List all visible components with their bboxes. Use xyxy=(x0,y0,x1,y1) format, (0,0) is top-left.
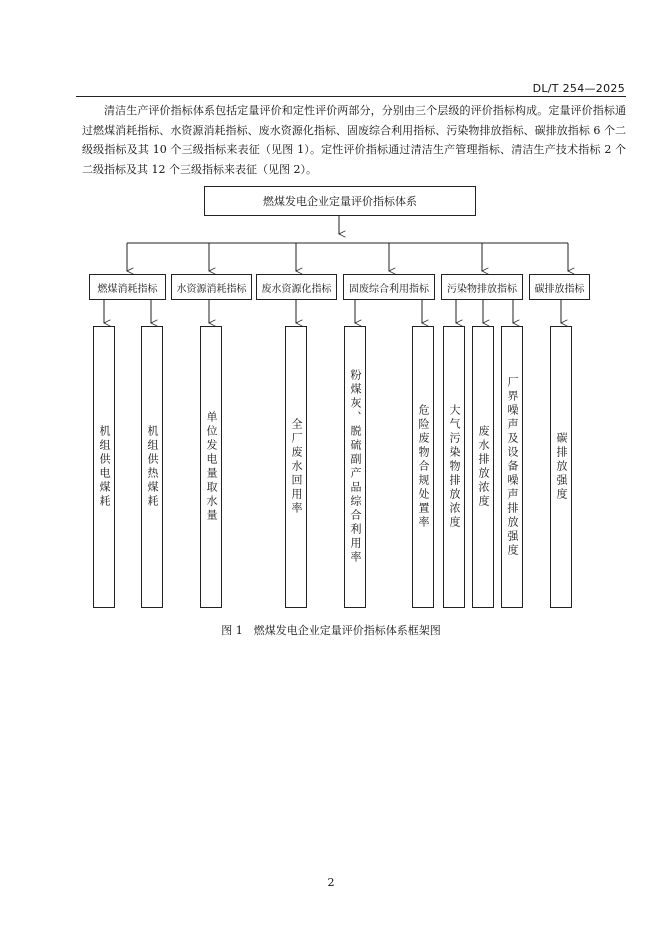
level2-water-consumption: 水资源消耗指标 xyxy=(171,274,252,300)
document-code: DL/T 254—2025 xyxy=(532,82,625,95)
level3-hazardous-waste: 危险废物合规处置率 xyxy=(412,326,434,608)
level2-carbon-emission: 碳排放指标 xyxy=(529,274,590,300)
level3-carbon-intensity: 碳排放强度 xyxy=(550,326,572,608)
level3-wastewater-reuse-rate: 全厂废水回用率 xyxy=(285,326,307,608)
level2-solid-waste: 固废综合利用指标 xyxy=(343,274,435,300)
level2-wastewater-reuse: 废水资源化指标 xyxy=(256,274,337,300)
level3-noise-intensity: 厂界噪声及设备噪声排放强度 xyxy=(501,326,523,608)
level3-heat-supply-coal: 机组供热煤耗 xyxy=(141,326,163,608)
figure-caption: 图 1 燃煤发电企业定量评价指标体系框架图 xyxy=(221,624,441,637)
level3-wastewater-concentration: 废水排放浓度 xyxy=(472,326,494,608)
level2-coal-consumption: 燃煤消耗指标 xyxy=(89,274,166,300)
level3-power-supply-coal: 机组供电煤耗 xyxy=(93,326,115,608)
level3-fly-ash-utilization: 粉煤灰、脱硫副产品综合利用率 xyxy=(344,326,366,608)
page-number: 2 xyxy=(327,876,335,889)
intro-paragraph: 清洁生产评价指标体系包括定量评价和定性评价两部分，分别由三个层级的评价指标构成。定量评价指标通过燃煤消耗指标、水资源消耗指标、废水资源化指标、固废综合利用指标、污染物排放指标、碳排放指标 6 个二级级指标及其 10 个三级指标来表征（见图 1）。定性评价指标通过清洁生产管理指标、清洁生产技术指标 2 个二级指标及其 12 个三级指标来表征（见图 2）。 xyxy=(82,104,626,176)
level2-pollutant-emission: 污染物排放指标 xyxy=(441,274,523,300)
level3-water-per-generation: 单位发电量取水量 xyxy=(200,326,222,608)
root-indicator-box: 燃煤发电企业定量评价指标体系 xyxy=(204,186,476,216)
level3-air-pollutant: 大气污染物排放浓度 xyxy=(443,326,465,608)
